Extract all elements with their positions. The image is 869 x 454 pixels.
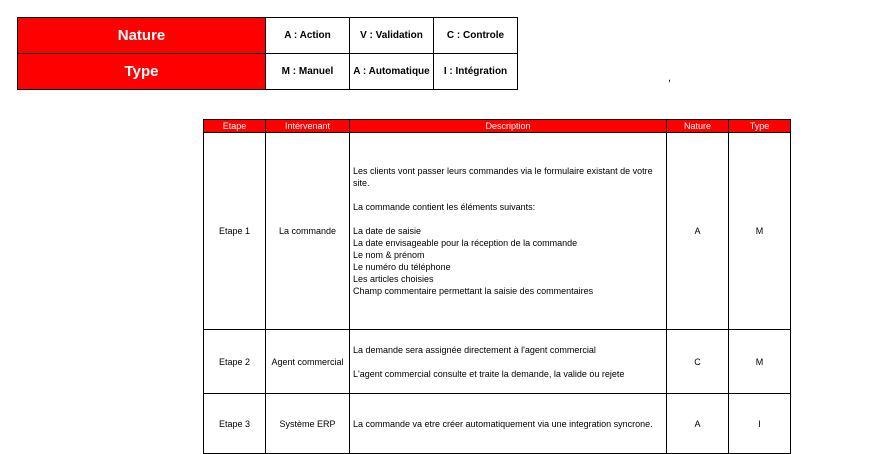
header-type: Type bbox=[729, 120, 791, 133]
legend-row-nature bbox=[18, 18, 518, 54]
table-row bbox=[204, 133, 791, 330]
table-row bbox=[204, 394, 791, 454]
description-line: Le nom & prénom bbox=[353, 250, 425, 260]
description-line: La commande va etre créer automatiquement via une integration syncrone. bbox=[353, 418, 653, 429]
description-line: Champ commentaire permettant la saisie des commentaires bbox=[353, 286, 594, 296]
header-intervenant: Intérvenant bbox=[266, 120, 350, 133]
description-line: Les articles choisies bbox=[353, 274, 434, 284]
description-spacer bbox=[353, 189, 662, 201]
description-line: Les clients vont passer leurs commandes via le formulaire existant de votre site. bbox=[353, 166, 653, 188]
legend-type-header: Type bbox=[18, 54, 266, 90]
description-spacer bbox=[353, 356, 662, 368]
cell-type: I bbox=[729, 394, 791, 454]
cell-intervenant: Agent commercial bbox=[266, 330, 350, 394]
cell-description bbox=[350, 394, 667, 454]
legend-table bbox=[17, 17, 518, 90]
table-header-row bbox=[204, 120, 791, 133]
cell-description bbox=[350, 330, 667, 394]
cell-etape: Etape 2 bbox=[204, 330, 266, 394]
cell-type: M bbox=[729, 330, 791, 394]
description-spacer bbox=[353, 213, 662, 225]
cell-intervenant: La commande bbox=[266, 133, 350, 330]
cell-etape: Etape 3 bbox=[204, 394, 266, 454]
description-line: La date de saisie bbox=[353, 226, 422, 236]
description-line: La date envisageable pour la réception de la commande bbox=[353, 238, 578, 248]
legend-type-automatique: A : Automatique bbox=[350, 54, 434, 90]
description-line: L'agent commercial consulte et traite la demande, la valide ou rejete bbox=[353, 368, 625, 379]
header-description: Description bbox=[350, 120, 667, 133]
cell-nature: C bbox=[667, 330, 729, 394]
cell-nature: A bbox=[667, 394, 729, 454]
legend-nature-controle: C : Controle bbox=[434, 18, 518, 54]
legend-nature-validation: V : Validation bbox=[350, 18, 434, 54]
cell-type: M bbox=[729, 133, 791, 330]
legend-type-integration: I : Intégration bbox=[434, 54, 518, 90]
stray-comma: , bbox=[668, 72, 672, 84]
cell-etape: Etape 1 bbox=[204, 133, 266, 330]
table-row bbox=[204, 330, 791, 394]
cell-nature: A bbox=[667, 133, 729, 330]
cell-description bbox=[350, 133, 667, 330]
cell-intervenant: Système ERP bbox=[266, 394, 350, 454]
description-line: La demande sera assignée directement à l'agent commercial bbox=[353, 344, 596, 355]
legend-row-type bbox=[18, 54, 518, 90]
legend-nature-action: A : Action bbox=[266, 18, 350, 54]
description-line: Le numéro du téléphone bbox=[353, 262, 451, 272]
description-line: La commande contient les éléments suivants: bbox=[353, 202, 536, 212]
legend-nature-header: Nature bbox=[18, 18, 266, 54]
header-etape: Etape bbox=[204, 120, 266, 133]
header-nature: Nature bbox=[667, 120, 729, 133]
process-table bbox=[203, 119, 791, 454]
legend-type-manuel: M : Manuel bbox=[266, 54, 350, 90]
